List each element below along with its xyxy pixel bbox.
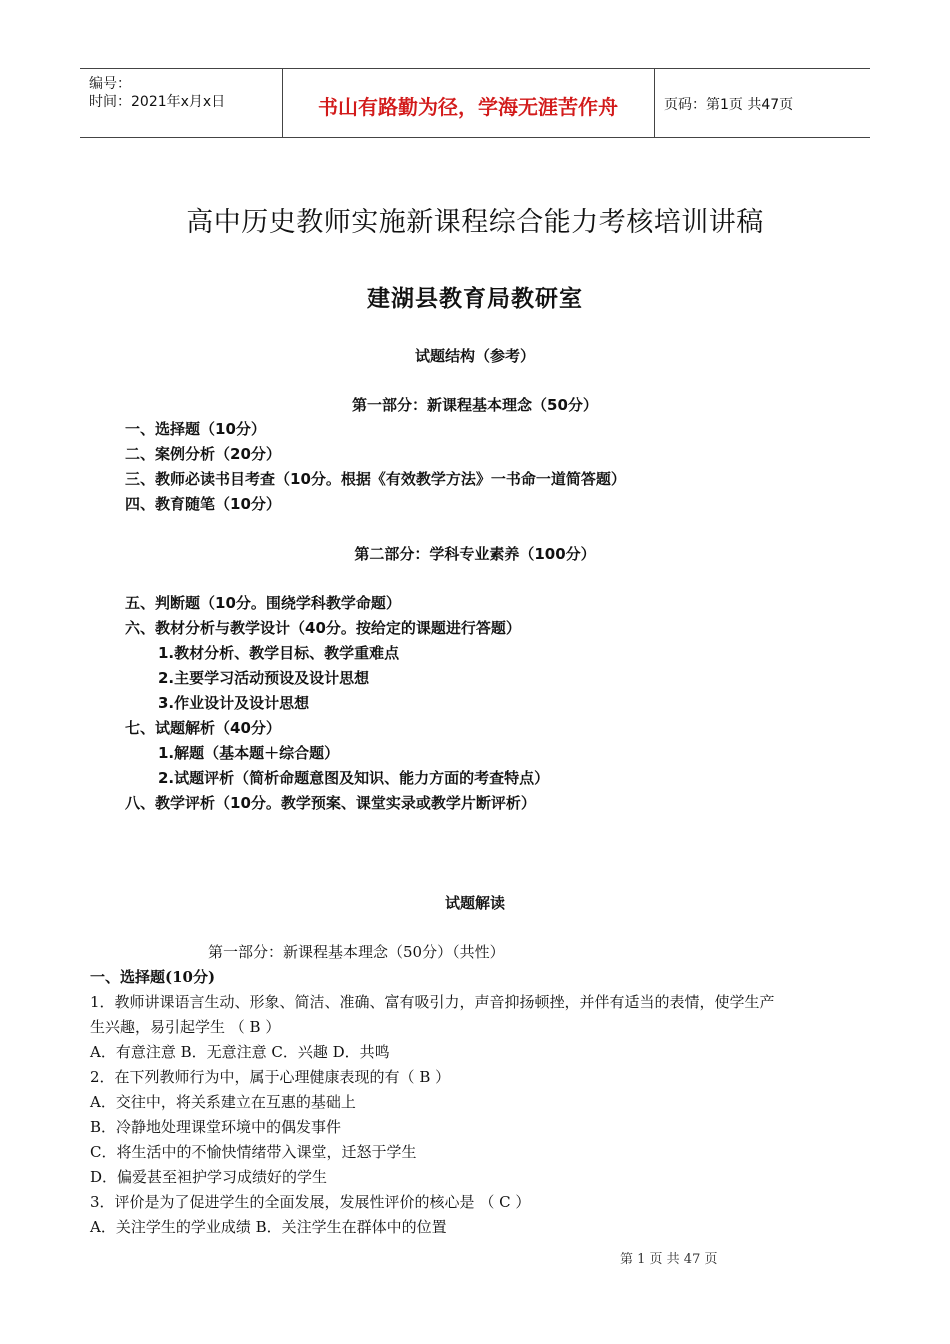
structure-item: 一、选择题（10分）	[125, 420, 266, 438]
question-option: B．冷静地处理课堂环境中的偶发事件	[90, 1118, 342, 1136]
time-label: 时间：2021年x月x日	[89, 94, 226, 110]
number-label: 编号：	[89, 76, 131, 92]
structure-item: 二、案例分析（20分）	[125, 445, 281, 463]
page-footer: 第 1 页 共 47 页	[620, 1252, 718, 1267]
section-heading: 一、选择题(10分)	[90, 968, 216, 986]
question-text: 1．教师讲课语言生动、形象、简洁、准确、富有吸引力，声音抑扬顿挫，并伴有适当的表情，使学生产	[90, 993, 775, 1011]
structure-item: 八、教学评析（10分。教学预案、课堂实录或教学片断评析）	[125, 794, 536, 812]
structure-subitem: 3.作业设计及设计思想	[158, 694, 310, 712]
structure-subitem: 1.解题（基本题＋综合题）	[158, 744, 340, 762]
question-option: A．交往中，将关系建立在互惠的基础上	[90, 1093, 356, 1111]
structure-item: 三、教师必读书目考查（10分。根据《有效教学方法》一书命一道简答题）	[125, 470, 626, 488]
structure-item: 七、试题解析（40分）	[125, 719, 281, 737]
header-motto-cell	[282, 69, 655, 137]
interpretation-heading: 试题解读	[444, 894, 505, 912]
document-title: 高中历史教师实施新课程综合能力考核培训讲稿	[186, 207, 764, 238]
question-text: 生兴趣，易引起学生 （ B ）	[90, 1018, 281, 1036]
structure-subitem: 2.试题评析（简析命题意图及知识、能力方面的考查特点）	[158, 769, 550, 787]
structure-item: 四、教育随笔（10分）	[125, 495, 281, 513]
structure-subitem: 1.教材分析、教学目标、教学重难点	[158, 644, 400, 662]
part2-heading: 第二部分：学科专业素养（100分）	[354, 545, 596, 563]
motto: 书山有路勤为径，学海无涯苦作舟	[318, 95, 618, 119]
question-text: 2．在下列教师行为中，属于心理健康表现的有（ B ）	[90, 1068, 451, 1086]
header-page-cell	[655, 69, 870, 137]
question-option: C．将生活中的不愉快情绪带入课堂，迁怒于学生	[90, 1143, 417, 1161]
question-text: 3．评价是为了促进学生的全面发展，发展性评价的核心是 （ C ）	[90, 1193, 531, 1211]
header-meta-cell	[80, 69, 283, 137]
structure-item: 六、教材分析与教学设计（40分。按给定的课题进行答题）	[125, 619, 521, 637]
structure-heading: 试题结构（参考）	[414, 347, 535, 365]
document-subtitle: 建湖县教育局教研室	[367, 285, 583, 312]
structure-item: 五、判断题（10分。围绕学科教学命题）	[125, 594, 401, 612]
structure-subitem: 2.主要学习活动预设及设计思想	[158, 669, 370, 687]
interpretation-part1-heading: 第一部分：新课程基本理念（50分）（共性）	[208, 943, 505, 961]
page-info: 页码：第1页 共47页	[664, 97, 794, 113]
question-options: A．关注学生的学业成绩 B．关注学生在群体中的位置	[90, 1218, 447, 1236]
part1-heading: 第一部分：新课程基本理念（50分）	[352, 396, 598, 414]
question-option: D．偏爱甚至袒护学习成绩好的学生	[90, 1168, 328, 1186]
question-options: A．有意注意 B．无意注意 C．兴趣 D．共鸣	[90, 1043, 390, 1061]
page-header	[80, 68, 870, 138]
